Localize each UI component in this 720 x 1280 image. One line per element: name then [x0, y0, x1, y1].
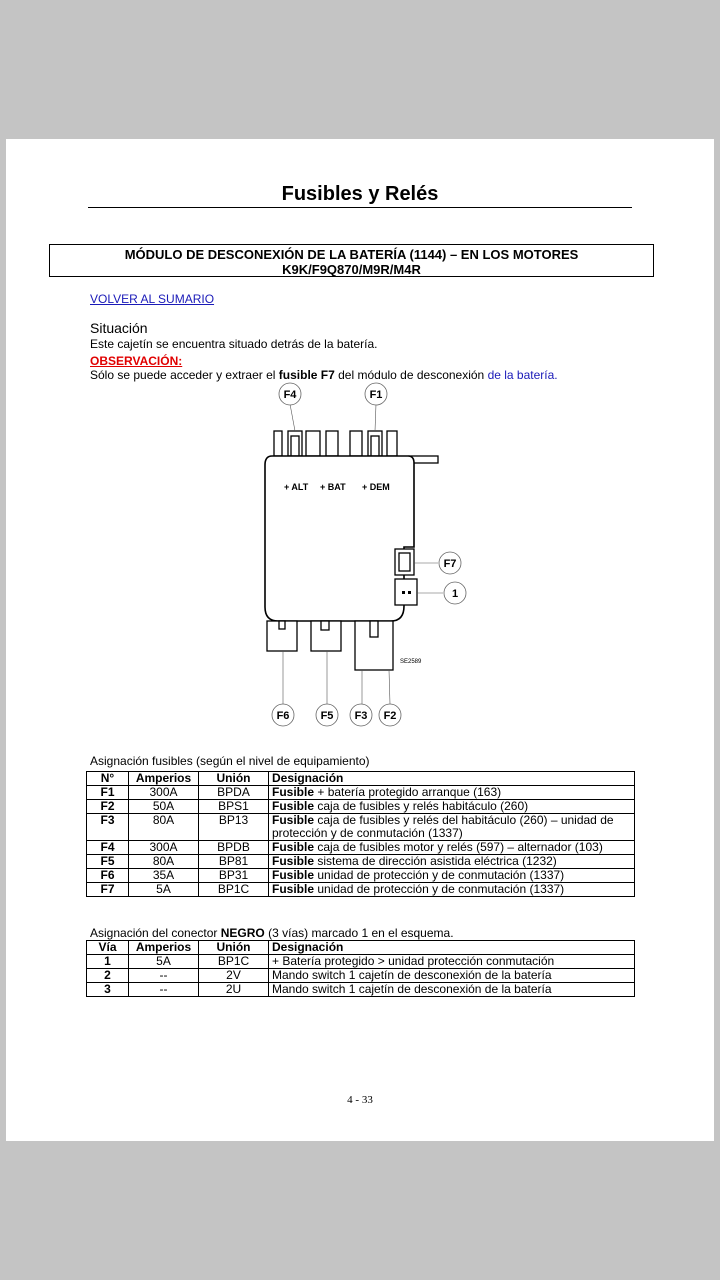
fuse-union: BPDB [199, 841, 269, 855]
callout-label-f1: F1 [369, 389, 383, 401]
observation-text-blue: de la batería. [487, 368, 558, 382]
fuse-designation-bold: Fusible [272, 868, 315, 882]
fuse-designation-text: caja de fusibles y relés habitáculo (260) [314, 799, 529, 813]
leader-f1 [375, 404, 376, 431]
fuse-number: F2 [87, 800, 129, 814]
terminal-alt: + ALT [284, 482, 309, 492]
terminal-bat: + BAT [320, 482, 346, 492]
via-amps: -- [129, 969, 199, 983]
page-title: Fusibles y Relés [281, 183, 439, 205]
fuse-designation [269, 883, 635, 897]
fuse-designation-text: sistema de dirección asistida eléctrica (1232) [314, 854, 557, 868]
fuse-designation-text: caja de fusibles motor y relés (597) – alternador (103) [314, 840, 603, 854]
fuse-union: BP81 [199, 855, 269, 869]
bottom-connector-f3-slot [370, 621, 378, 637]
fuse-amps: 80A [129, 855, 199, 869]
table-row [87, 814, 635, 841]
fuse-number: F5 [87, 855, 129, 869]
col-header-designation: Designación [269, 941, 635, 955]
connector-pin [402, 591, 405, 594]
connector-table-header [87, 941, 635, 955]
fuse-amps: 300A [129, 786, 199, 800]
col-header-amps: Amperios [129, 772, 199, 786]
fuse-table-header [87, 772, 635, 786]
situation-text: Este cajetín se encuentra situado detrás de la batería. [90, 337, 378, 351]
callout-label-f4: F4 [283, 389, 297, 401]
fuse-designation-text: + batería protegido arranque (163) [314, 785, 502, 799]
table-row [87, 855, 635, 869]
via-designation: Mando switch 1 cajetín de desconexión de la batería [269, 969, 635, 983]
fuse-designation [269, 855, 635, 869]
terminal-dem: + DEM [362, 482, 390, 492]
module-body [265, 456, 414, 621]
fuse-designation [269, 869, 635, 883]
fuse-designation-bold: Fusible [272, 785, 315, 799]
fuse-designation-bold: Fusible [272, 854, 315, 868]
fuse-designation-text: unidad de protección y de conmutación (1337) [314, 882, 565, 896]
col-header-union: Unión [199, 772, 269, 786]
fuse-f7 [399, 553, 410, 571]
section-header-line2: K9K/F9Q870/M9R/M4R [282, 262, 421, 277]
fuse-number: F6 [87, 869, 129, 883]
table-row [87, 955, 635, 969]
connector-pin [408, 591, 411, 594]
via-number: 1 [87, 955, 129, 969]
table-row [87, 883, 635, 897]
col-header-union: Unión [199, 941, 269, 955]
via-amps: -- [129, 983, 199, 997]
fuse-designation-bold: Fusible [272, 840, 315, 854]
via-number: 3 [87, 983, 129, 997]
page-number: 4 - 33 [347, 1094, 373, 1106]
fuse-amps: 80A [129, 814, 199, 841]
observation-text-b: del módulo de desconexión [334, 368, 488, 382]
via-union: BP1C [199, 955, 269, 969]
connector-caption-a: Asignación del conector [90, 926, 221, 940]
fuse-designation [269, 814, 635, 841]
callout-label-f7: F7 [443, 558, 457, 570]
fuse-amps: 35A [129, 869, 199, 883]
back-to-summary-link[interactable]: VOLVER AL SUMARIO [90, 292, 215, 306]
table-row [87, 841, 635, 855]
connector-table-caption [90, 926, 454, 940]
section-header-line1: MÓDULO DE DESCONEXIÓN DE LA BATERÍA (1144) – EN LOS MOTORES [124, 247, 579, 262]
table-row [87, 983, 635, 997]
callout-label-1: 1 [451, 588, 459, 600]
fuse-designation-text: unidad de protección y de conmutación (1337) [314, 868, 565, 882]
top-blade [387, 431, 397, 456]
top-blade [306, 431, 320, 456]
callout-label-f3: F3 [354, 710, 368, 722]
observation-text-a: Sólo se puede acceder y extraer el [90, 368, 279, 382]
table-row [87, 869, 635, 883]
fuse-designation-bold: Fusible [272, 799, 315, 813]
top-blade-f1-inner [371, 436, 379, 456]
bottom-connector-f6-slot [279, 621, 285, 629]
connector-caption-b: (3 vías) marcado 1 en el esquema. [264, 926, 454, 940]
black-connector-1 [395, 579, 417, 605]
via-amps: 5A [129, 955, 199, 969]
fuse-union: BPS1 [199, 800, 269, 814]
fuse-number: F3 [87, 814, 129, 841]
via-union: 2U [199, 983, 269, 997]
document-page [6, 139, 714, 1141]
fuse-number: F7 [87, 883, 129, 897]
fuse-union: BP1C [199, 883, 269, 897]
fuse-amps: 50A [129, 800, 199, 814]
callout-label-f6: F6 [276, 710, 290, 722]
via-designation: Mando switch 1 cajetín de desconexión de la batería [269, 983, 635, 997]
col-header-designation: Designación [269, 772, 635, 786]
col-header-n: N° [87, 772, 129, 786]
leader-f2 [389, 670, 390, 704]
diagram-code: SE2589 [400, 659, 422, 665]
top-blade [350, 431, 362, 456]
fuse-designation-bold: Fusible [272, 813, 315, 827]
fuse-table [86, 771, 635, 897]
table-row [87, 786, 635, 800]
observation-text-bold: fusible F7 [278, 368, 335, 382]
bottom-connector-f5-slot [321, 621, 329, 630]
fuse-table-caption: Asignación fusibles (según el nivel de equipamiento) [90, 754, 370, 768]
leader-f4 [290, 404, 295, 431]
connector-table [86, 940, 635, 997]
fuse-designation-text: caja de fusibles y relés del habitáculo (260) – unidad de protección y de conmutación (1337) [272, 813, 614, 840]
col-header-amps: Amperios [129, 941, 199, 955]
table-row [87, 969, 635, 983]
fuse-union: BPDA [199, 786, 269, 800]
top-blade [326, 431, 338, 456]
col-header-via: Vía [87, 941, 129, 955]
via-number: 2 [87, 969, 129, 983]
via-designation: + Batería protegido > unidad protección conmutación [269, 955, 635, 969]
fuse-designation [269, 841, 635, 855]
observation-label: OBSERVACIÓN: [90, 354, 183, 368]
fuse-amps: 300A [129, 841, 199, 855]
fuse-number: F4 [87, 841, 129, 855]
fuse-designation [269, 786, 635, 800]
fuse-designation [269, 800, 635, 814]
callout-label-f2: F2 [383, 710, 397, 722]
fuse-designation-bold: Fusible [272, 882, 315, 896]
situation-heading: Situación [90, 320, 148, 336]
connector-caption-bold: NEGRO [220, 926, 265, 940]
fuse-union: BP31 [199, 869, 269, 883]
callout-label-f5: F5 [320, 710, 334, 722]
table-row [87, 800, 635, 814]
fuse-union: BP13 [199, 814, 269, 841]
via-union: 2V [199, 969, 269, 983]
fuse-amps: 5A [129, 883, 199, 897]
top-blade-f4-inner [291, 436, 299, 456]
fuse-number: F1 [87, 786, 129, 800]
top-blade [274, 431, 282, 456]
